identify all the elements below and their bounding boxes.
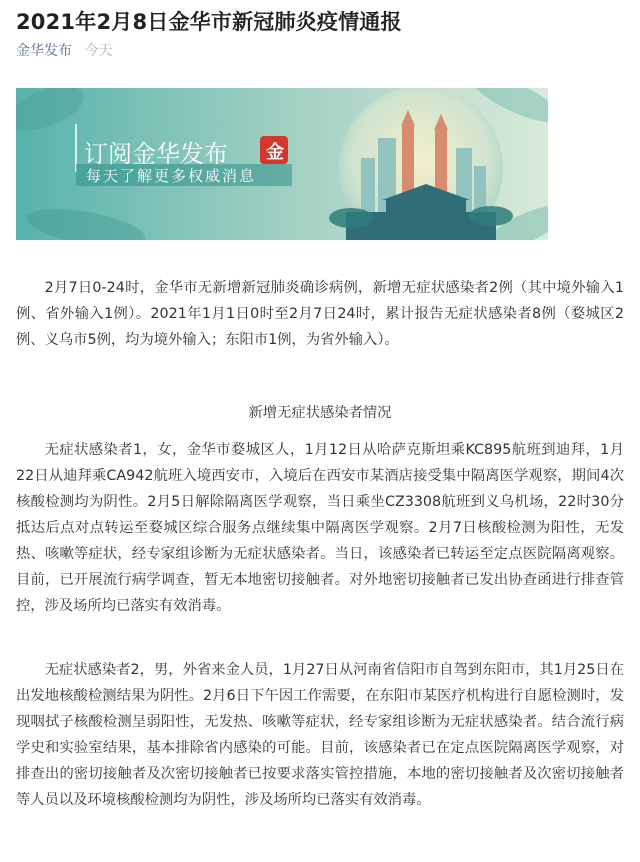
article-meta xyxy=(16,40,112,60)
case2-paragraph: 无症状感染者2，男，外省来金人员，1月27日从河南省信阳市自驾到东阳市，其1月25日在出发地核酸检测结果为阴性。2月6日下午因工作需要，在东阳市某医疗机构进行自愿检测时，发现咽拭子核酸检测呈弱阳性，无发热、咳嗽等症状，经专家组诊断为无症状感染者。结合流行病学史和实验室结果，基本排除省内感染的可能。目前，该感染者已在定点医院隔离医学观察，对排查出的密切接触者及次密切接触者已按要求落实管控措施，本地的密切接触者及次密切接触者等人员以及环境核酸检测均为阴性，涉及场所均已落实有效消毒。 xyxy=(16,662,624,808)
article-title: 2021年2月8日金华市新冠肺炎疫情通报 xyxy=(16,10,402,34)
author-link[interactable]: 金华发布 xyxy=(16,43,72,59)
banner-subline: 每天了解更多权威消息 xyxy=(86,167,257,185)
intro-paragraph: 2月7日0-24时，金华市无新增新冠肺炎确诊病例，新增无症状感染者2例（其中境外输入1例、省外输入1例）。2021年1月1日0时至2月7日24时，累计报告无症状感染者8例（婺城区2例、义乌市5例，均为境外输入；东阳市1例，为省外输入）。 xyxy=(16,280,624,348)
subscribe-banner[interactable] xyxy=(16,88,548,240)
publish-date: 今天 xyxy=(84,43,113,59)
banner-headline: 订阅金华发布 xyxy=(84,140,228,168)
banner-illustration xyxy=(16,88,548,240)
banner-logo-icon: 金 xyxy=(266,142,284,163)
case1-paragraph: 无症状感染者1，女，金华市婺城区人，1月12日从哈萨克斯坦乘KC895航班到迪拜，1月22日从迪拜乘CA942航班入境西安市，入境后在西安市某酒店接受集中隔离医学观察，期间4次核酸检测均为阴性。2月5日解除隔离医学观察，当日乘坐CZ3308航班到义乌机场，22时30分抵达后点对点转运至婺城区综合服务点继续集中隔离医学观察。2月7日核酸检测为阳性，无发热、咳嗽等症状，经专家组诊断为无症状感染者。当日，该感染者已转运至定点医院隔离观察。目前，已开展流行病学调查，暂无本地密切接触者。对外地密切接触者已发出协查函进行排查管控，涉及场所均已落实有效消毒。 xyxy=(16,442,624,614)
section-heading: 新增无症状感染者情况 xyxy=(248,405,392,421)
